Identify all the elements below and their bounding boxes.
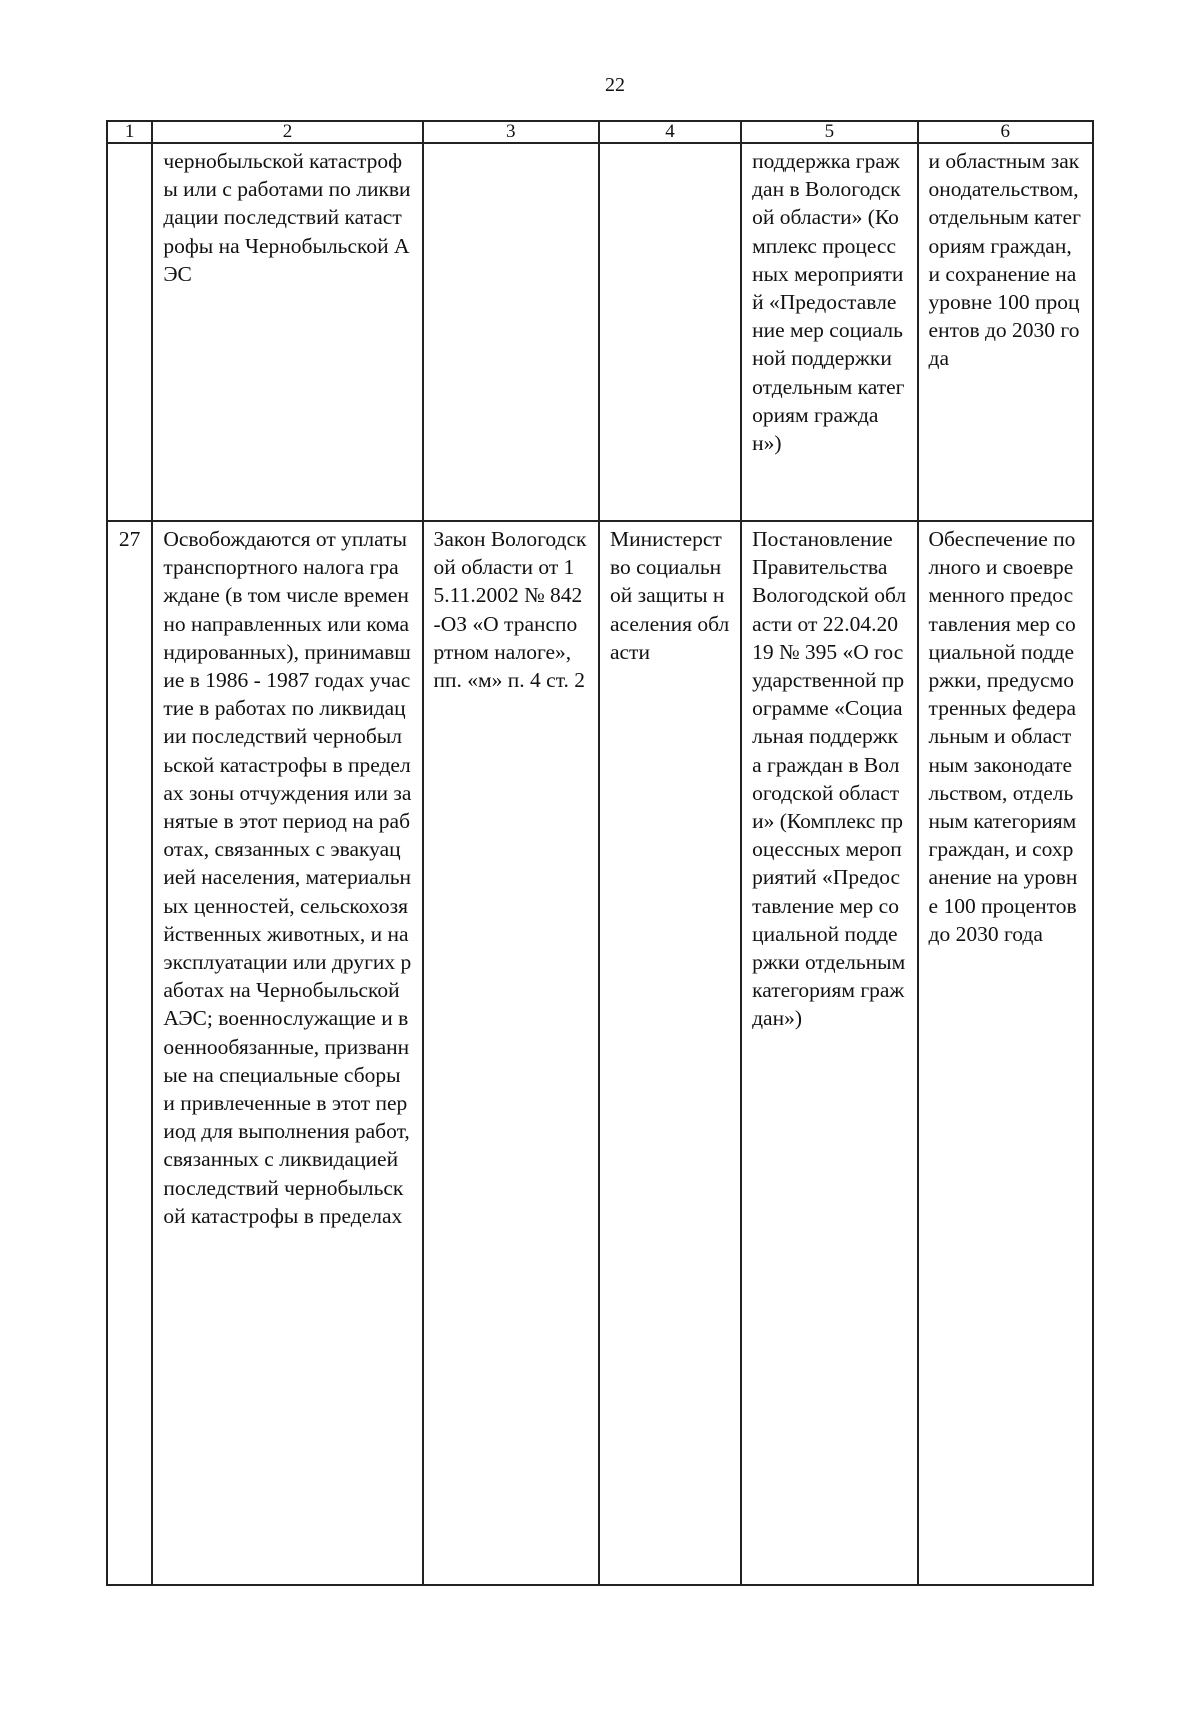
table-row-continued [107, 143, 1093, 521]
legal-basis-cell: Закон Вологодской области от 15.11.2002 № 842-ОЗ «О транспортном налоге», пп. «м» п. 4 ст. 2 [423, 521, 599, 1585]
header-cell-6: 6 [918, 121, 1093, 143]
row-number-cell [107, 143, 152, 521]
responsible-authority-cell: Министерство социальной защиты населения области [599, 521, 741, 1585]
column-number-header [107, 121, 1093, 143]
legal-basis-cell [423, 143, 599, 521]
header-cell-1: 1 [107, 121, 152, 143]
goal-cell: Обеспечение полного и своевременного предоставления мер социальной поддержки, предусмотренных федеральным и областным законодательством, отдельным категориям граждан, и сохранение на уровне 100 процентов до 2030 года [918, 521, 1093, 1585]
header-cell-4: 4 [599, 121, 741, 143]
header-cell-5: 5 [741, 121, 917, 143]
benefit-description-cell: Освобождаются от уплаты транспортного налога граждане (в том числе временно направленных или командированных), принимавшие в 1986 - 1987 годах участие в работах по ликвидации последствий чернобыльской катастрофы в пределах зоны отчуждения или занятые в этот период на работах, связанных с эвакуацией населения, материальных ценностей, сельскохозяйственных животных, и на эксплуатации или других работах на Чернобыльской АЭС; военнослужащие и военнообязанные, призванные на специальные сборы и привлеченные в этот период для выполнения работ, связанных с ликвидацией последствий чернобыльской катастрофы в пределах [152, 521, 422, 1585]
benefits-table [106, 120, 1094, 1586]
row-number-cell: 27 [107, 521, 152, 1585]
program-cell: поддержка граждан в Вологодской области» (Комплекс процессных мероприятий «Предоставление мер социальной поддержки отдельным категориям граждан») [741, 143, 917, 521]
page-number: 22 [605, 74, 625, 96]
header-cell-2: 2 [152, 121, 422, 143]
goal-cell: и областным законодательством, отдельным категориям граждан, и сохранение на уровне 100 процентов до 2030 года [918, 143, 1093, 521]
program-cell: Постановление Правительства Вологодской области от 22.04.2019 № 395 «О государственной программе «Социальная поддержка граждан в Вологодской области» (Комплекс процессных мероприятий «Предоставление мер социальной поддержки отдельным категориям граждан») [741, 521, 917, 1585]
header-cell-3: 3 [423, 121, 599, 143]
benefit-description-cell: чернобыльской катастрофы или с работами по ликвидации последствий катастрофы на Чернобыльской АЭС [152, 143, 422, 521]
responsible-authority-cell [599, 143, 741, 521]
table-row-27 [107, 521, 1093, 1585]
